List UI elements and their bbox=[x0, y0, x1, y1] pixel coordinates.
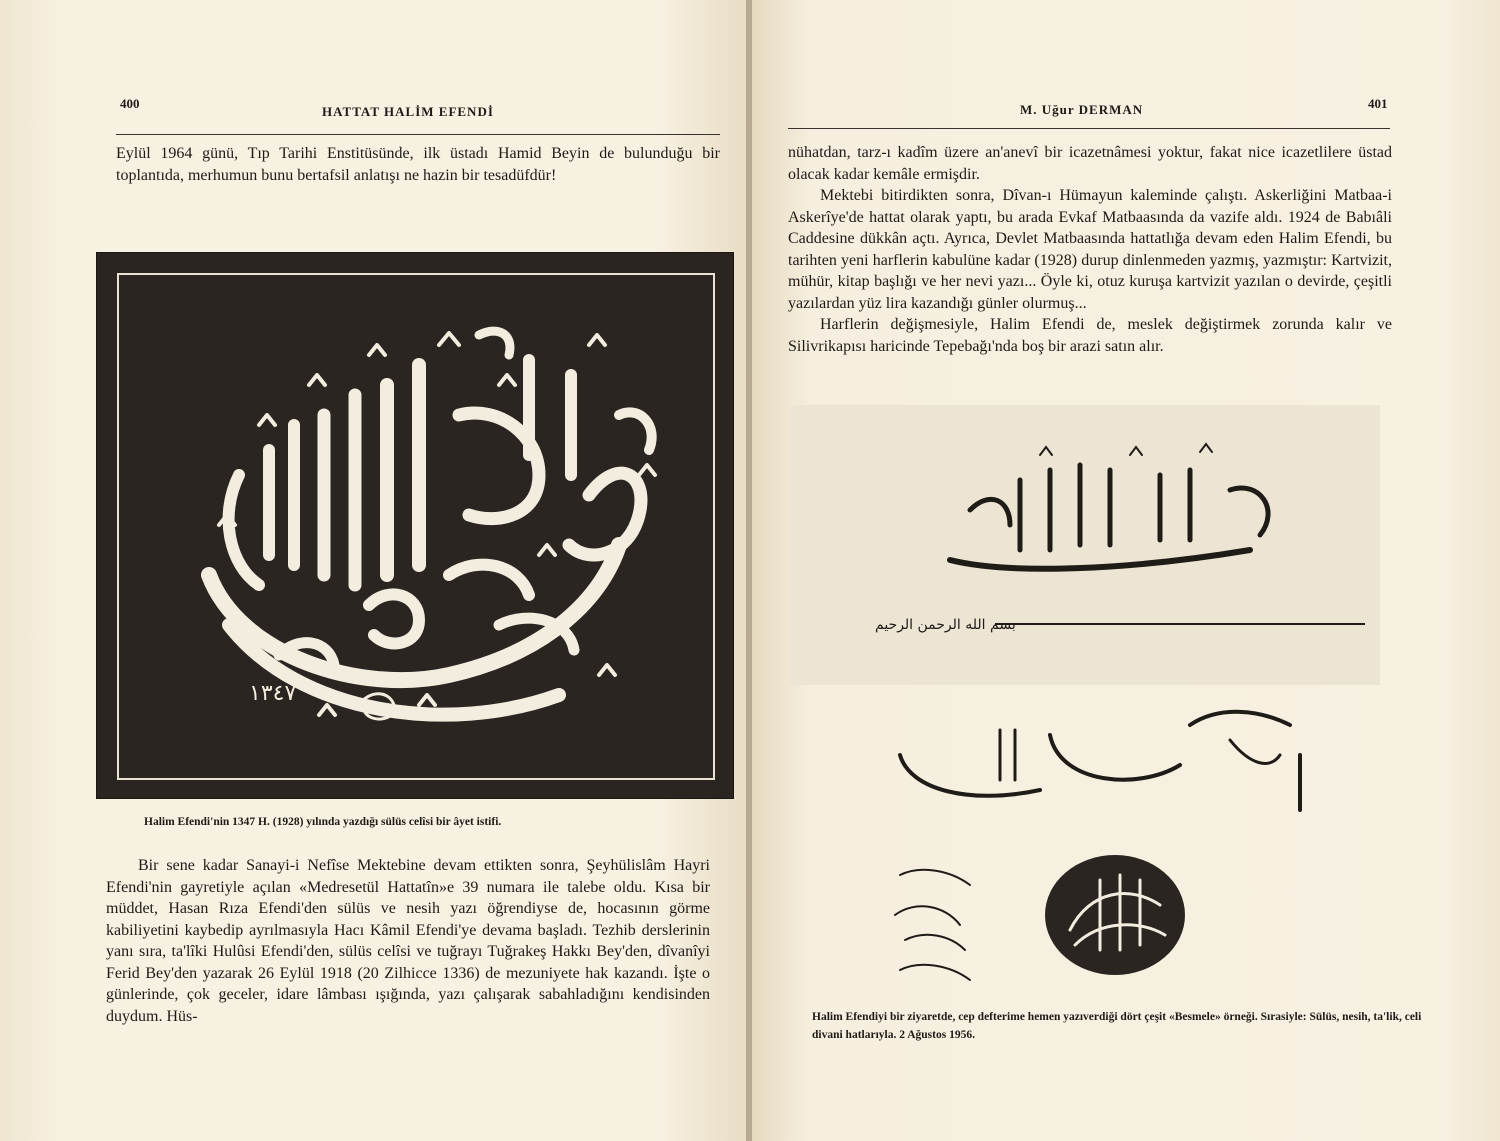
plate-caption: Halim Efendi'nin 1347 H. (1928) yılında yazdığı sülüs celîsi bir âyet istifi. bbox=[144, 816, 502, 828]
hijri-date-numerals: ١٣٤٧ bbox=[249, 681, 297, 706]
signature-note bbox=[880, 855, 990, 995]
sulus-celi-composition bbox=[119, 275, 713, 778]
paragraph-3: Harflerin değişmesiyle, Halim Efendi de, meslek değiştirmek zorunda kalır ve Silivrikapısı haricinde Tepebağı'nda boş bir arazi satın alır. bbox=[788, 316, 1392, 355]
besmele-sulus bbox=[930, 440, 1310, 580]
calligraphy-frame bbox=[117, 273, 715, 780]
besmele-nesih-text: بسم الله الرحمن الرحيم bbox=[875, 617, 1016, 633]
running-head: HATTAT HALİM EFENDİ bbox=[322, 104, 494, 119]
besmele-talik bbox=[880, 695, 1340, 815]
besmele-talik-text bbox=[880, 695, 881, 696]
besmele-nesih bbox=[875, 605, 1365, 655]
header-rule bbox=[788, 128, 1390, 129]
paragraph-1: nühatdan, tarz-ı kadîm üzere an'anevî bir icazetnâmesi yoktur, fakat nice icazetlilere üstad olacak kadar kemâle ermişdir. bbox=[788, 144, 1392, 183]
running-head: M. Uğur DERMAN bbox=[1020, 102, 1144, 117]
paragraph-bottom: Bir sene kadar Sanayi-i Nefîse Mektebine devam ettikten sonra, Şeyhülislâm Hayri Efendi'nin gayretiyle açılan «Medresetül Hattatîn»e 39 numara ile talebe oldu. Kısa bir müddet, Hasan Rıza Efendi'den sülüs ve nesih yazı öğrendiyse de, hocasının görme kabiliyetini kaybedip ayrılmasıyla Hacı Kâmil Efendi'ye devama başladı. Tezhib derslerinin yanı sıra, ta'lîki Hulûsi Efendi'den, sülüs celîsi ve tuğrayı Tuğrakeş Hakkı Bey'den, dîvanîyi Ferid Bey'den yazarak 26 Eylül 1918 (20 Zilhicce 1336) de mezuniyete hak kazandı. İşte o günlerinde, çok geceler, idare lâmbası ışığında, yazı çalışarak sabahladığını kendisinden duydum. Hüs- bbox=[106, 857, 710, 1025]
calligraphy-plate bbox=[96, 252, 734, 799]
paragraph-top: Eylül 1964 günü, Tıp Tarihi Enstitüsünde, ilk üstadı Hamid Beyin de bulunduğu bir toplantıda, merhumun bunu bertafsil anlatışı ne hazin bir tesadüfdür! bbox=[116, 145, 720, 184]
signature-note-text bbox=[880, 855, 881, 856]
page-number: 400 bbox=[120, 96, 140, 111]
left-page bbox=[0, 0, 748, 1141]
body-text bbox=[788, 142, 1392, 357]
header-rule bbox=[116, 134, 720, 135]
paragraph-2: Mektebi bitirdikten sonra, Dîvan-ı Hümayun kaleminde çalıştı. Askerliğini Matbaa-i Askerîye'de hattat olarak yaptı, bu arada Evkaf Matbaasında da vazife aldı. 1924 de Babıâli Caddesine dükkân açtı. Ayrıca, Devlet Matbaasında hattatlığa devam eden Halim Efendi, bu tarihten yeni harflerin kabulüne kadar (1928) durup dinlenmeden yazmış, yazmıştır: Kartvizit, mühür, kitap başlığı ve her nevi yazı... Öyle ki, otuz kuruşa kartvizit yazılan o devirde, çeşitli yazılardan yüz lira kazandığı günler olurmuş... bbox=[788, 187, 1392, 312]
besmele-caption: Halim Efendiyi bir ziyaretde, cep defterime hemen yazıverdiği dört çeşit «Besmele» örneği. Sırasiyle: Sülüs, nesih, ta'lik, celi divani hatlarıyla. 2 Ağustos 1956. bbox=[812, 1011, 1422, 1041]
besmele-divani-text bbox=[1040, 850, 1041, 851]
besmele-divani-seal bbox=[1040, 850, 1190, 980]
page-number: 401 bbox=[1368, 96, 1388, 111]
besmele-sulus-text bbox=[930, 440, 931, 441]
nesih-kashida bbox=[995, 623, 1365, 625]
